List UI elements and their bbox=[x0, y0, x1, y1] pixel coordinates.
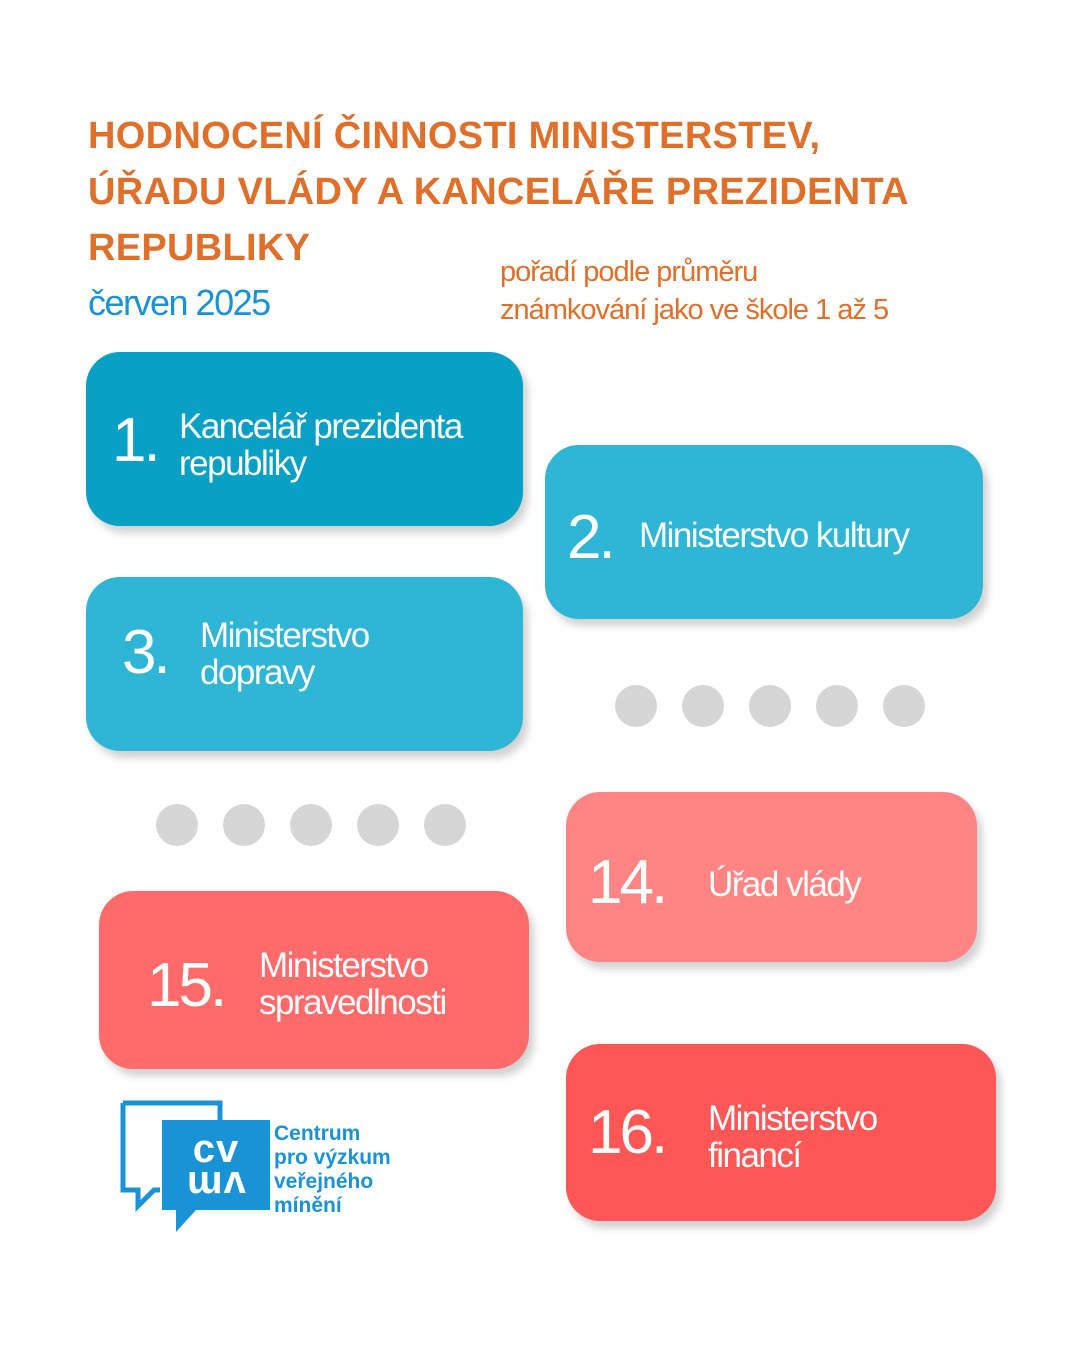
survey-date: červen 2025 bbox=[88, 282, 270, 323]
rank-name: Ministerstvo kultury bbox=[639, 516, 909, 555]
logo-text bbox=[274, 1122, 391, 1218]
subtitle-line-1: pořadí podle průměru bbox=[500, 256, 758, 288]
dot bbox=[290, 804, 332, 846]
rank-number: 14. bbox=[588, 848, 666, 917]
dot bbox=[749, 685, 791, 727]
rank-number: 2. bbox=[567, 503, 613, 572]
rank-name: Ministerstvo financí bbox=[708, 1099, 877, 1175]
dot bbox=[883, 685, 925, 727]
dot bbox=[615, 685, 657, 727]
dot bbox=[223, 804, 265, 846]
rank-name: Úřad vlády bbox=[708, 865, 861, 904]
dot bbox=[357, 804, 399, 846]
logo-line-1: Centrum bbox=[274, 1122, 361, 1145]
page-title bbox=[88, 108, 988, 276]
rank-name: Kancelář prezidenta republiky bbox=[179, 407, 462, 483]
rank-number: 16. bbox=[588, 1098, 666, 1167]
rank-card-3 bbox=[86, 577, 523, 751]
title-line-3: REPUBLIKY bbox=[88, 227, 311, 269]
logo-line-3: veřejného bbox=[274, 1170, 374, 1193]
dot bbox=[424, 804, 466, 846]
rank-number: 1. bbox=[112, 406, 158, 475]
rank-card-1 bbox=[86, 352, 523, 526]
rank-card-2 bbox=[545, 445, 983, 619]
dot bbox=[156, 804, 198, 846]
dot bbox=[682, 685, 724, 727]
svg-text:cv: cv bbox=[192, 1127, 240, 1171]
rank-name: Ministerstvo dopravy bbox=[200, 616, 369, 692]
ellipsis-dots-left bbox=[156, 804, 466, 846]
dot bbox=[816, 685, 858, 727]
logo-line-4: mínění bbox=[274, 1194, 342, 1217]
svg-text:vm: vm bbox=[186, 1163, 246, 1207]
rank-name: Ministerstvo spravedlnosti bbox=[259, 946, 446, 1022]
subtitle bbox=[500, 253, 888, 329]
rank-card-16 bbox=[566, 1044, 996, 1221]
title-line-2: ÚŘADU VLÁDY A KANCELÁŘE PREZIDENTA bbox=[88, 171, 909, 213]
ellipsis-dots-right bbox=[615, 685, 925, 727]
rank-card-15 bbox=[99, 891, 529, 1069]
title-line-1: HODNOCENÍ ČINNOSTI MINISTERSTEV, bbox=[88, 115, 821, 157]
logo-line-2: pro výzkum bbox=[274, 1146, 391, 1169]
rank-number: 15. bbox=[147, 951, 225, 1020]
rank-number: 3. bbox=[122, 618, 168, 687]
subtitle-line-2: známkování jako ve škole 1 až 5 bbox=[500, 294, 889, 326]
rank-card-14 bbox=[566, 792, 977, 962]
